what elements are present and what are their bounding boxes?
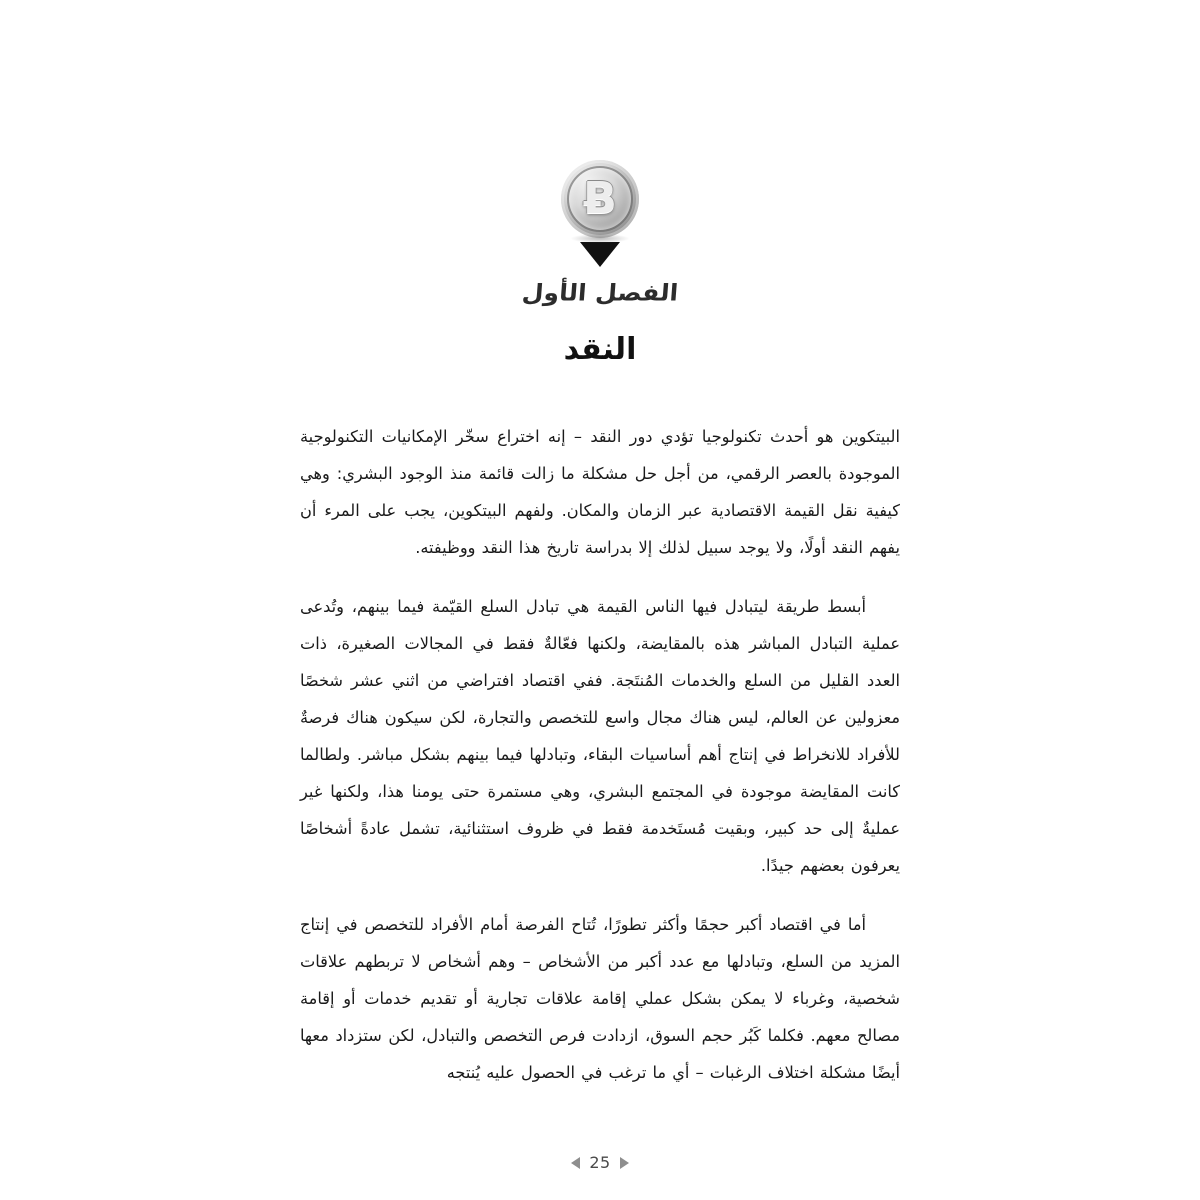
triangle-down-icon <box>580 242 620 267</box>
body-text <box>300 418 900 1091</box>
paragraph: البيتكوين هو أحدث تكنولوجيا تؤدي دور النقد – إنه اختراع سخّر الإمكانيات التكنولوجية الموجودة بالعصر الرقمي، من أجل حل مشكلة ما زالت قائمة منذ الوجود البشري: وهي كيفية نقل القيمة الاقتصادية عبر الزمان والمكان. ولفهم البيتكوين، يجب على المرء أن يفهم النقد أولًا، ولا يوجد سبيل لذلك إلا بدراسة تاريخ هذا النقد ووظيفته. <box>300 427 900 557</box>
bitcoin-symbol: Ƀ <box>583 173 617 224</box>
page-footer <box>0 1153 1200 1172</box>
chapter-title: النقد <box>563 332 637 368</box>
page-number: 25 <box>589 1153 611 1172</box>
paragraph: أبسط طريقة ليتبادل فيها الناس القيمة هي تبادل السلع القيّمة فيما بينهم، وتُدعى عملية التبادل المباشر هذه بالمقايضة، ولكنها فعّالةٌ فقط في المجالات الصغيرة، ذات العدد القليل من السلع والخدمات المُنتَجة. ففي اقتصاد افتراضي من اثني عشر شخصًا معزولين عن العالم، ليس هناك مجال واسع للتخصص والتجارة، لكن سيكون هناك فرصةٌ للأفراد للانخراط في إنتاج أهم أساسيات البقاء، وتبادلها فيما بينهم بشكل مباشر. ولطالما كانت المقايضة موجودة في المجتمع البشري، وهي مستمرة حتى يومنا هذا، ولكنها غير عمليةٌ إلى حد كبير، وبقيت مُستَخدمة فقط في ظروف استثنائية، تشمل عادةً أشخاصًا يعرفون بعضهم جيدًا. <box>300 597 900 875</box>
bitcoin-coin-icon <box>561 160 639 238</box>
coin-face <box>561 160 639 238</box>
chapter-label-calligraphic: الفصل الأول <box>520 279 680 306</box>
triangle-right-icon <box>620 1157 629 1169</box>
chapter-ornament <box>0 160 1200 307</box>
paragraph: أما في اقتصاد أكبر حجمًا وأكثر تطورًا، تُتاح الفرصة أمام الأفراد للتخصص في إنتاج المزيد من السلع، وتبادلها مع عدد أكبر من الأشخاص – وهم أشخاص لا تربطهم علاقات شخصية، وغرباء لا يمكن بشكل عملي إقامة علاقات تجارية أو تقديم خدمات أو إقامة مصالح معهم. فكلما كَبُر حجم السوق، ازدادت فرص التخصص والتبادل، لكن ستزداد معها أيضًا مشكلة اختلاف الرغبات – أي ما ترغب في الحصول عليه يُنتجه <box>300 915 900 1082</box>
triangle-left-icon <box>571 1157 580 1169</box>
coin-shadow <box>571 234 629 243</box>
